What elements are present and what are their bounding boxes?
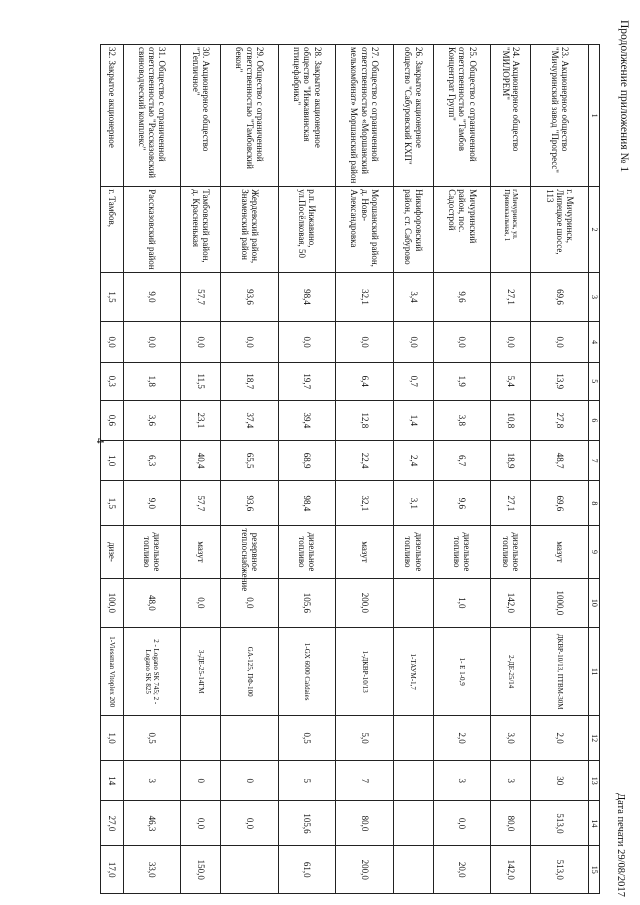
table-cell: 2 - Logano SK 745; 2 - Logano SK 825 bbox=[123, 628, 181, 716]
table-cell: 1-ДКВР-10/13 bbox=[336, 628, 394, 716]
table-cell: 0,0 bbox=[278, 322, 336, 362]
table-cell: 12,8 bbox=[336, 400, 394, 440]
table-cell: 100,0 bbox=[101, 578, 124, 628]
table-row bbox=[278, 45, 336, 894]
table-cell: г. Мичуринск, Липецкое шоссе, 113 bbox=[531, 187, 589, 272]
table-cell: 18,7 bbox=[221, 362, 279, 400]
table-cell bbox=[181, 716, 221, 761]
table-cell: Мичуринский район, пос. Садострой bbox=[433, 187, 491, 272]
print-date: Дата печати 29/08/2017 bbox=[615, 793, 626, 897]
table-cell: 0,0 bbox=[221, 322, 279, 362]
table-cell: 32,1 bbox=[336, 481, 394, 526]
table-cell: Никифоровский район, ст. Сабурово bbox=[393, 187, 433, 272]
table-cell: 3,6 bbox=[123, 400, 181, 440]
column-number: 7 bbox=[589, 441, 600, 481]
table-cell: 3,1 bbox=[393, 481, 433, 526]
table-cell: 48,0 bbox=[123, 578, 181, 628]
table-cell: 9,0 bbox=[123, 481, 181, 526]
table-cell: 57,7 bbox=[181, 481, 221, 526]
table-cell: г.Мичуринск, ул. Привокзальная, 1 bbox=[491, 187, 531, 272]
table-cell: дизельное топливо bbox=[123, 526, 181, 578]
table-cell: 27,1 bbox=[491, 481, 531, 526]
table-cell: 1,4 bbox=[393, 400, 433, 440]
table-cell: 0,0 bbox=[181, 801, 221, 846]
table-cell: 3,8 bbox=[433, 400, 491, 440]
table-cell bbox=[221, 846, 279, 894]
table-cell: 7 bbox=[336, 761, 394, 801]
table-cell: 6,7 bbox=[433, 441, 491, 481]
table-cell: 25. Общество с ограниченной ответственностью "Тамбов Концентрат Групп" bbox=[433, 45, 491, 187]
table-cell: 32,1 bbox=[336, 272, 394, 322]
table-row bbox=[393, 45, 433, 894]
table-cell: 6,4 bbox=[336, 362, 394, 400]
column-number: 15 bbox=[589, 846, 600, 894]
table-cell: 0 bbox=[181, 761, 221, 801]
table-cell: Моршанский район, д. Ново-Александровка bbox=[336, 187, 394, 272]
table-cell: р.п. Инжавино, ул.Посёлковая, 50 bbox=[278, 187, 336, 272]
table-cell: 28. Закрытое акционерное общество "Инжавинская птицефабрика" bbox=[278, 45, 336, 187]
table-cell: 2-ДЕ-25/14 bbox=[491, 628, 531, 716]
table-cell: 14 bbox=[101, 761, 124, 801]
table-cell: 13,9 bbox=[531, 362, 589, 400]
table-cell: 0 bbox=[221, 761, 279, 801]
table-row bbox=[123, 45, 181, 894]
column-number: 4 bbox=[589, 322, 600, 362]
table-cell: 513,0 bbox=[531, 801, 589, 846]
table-cell: 19,7 bbox=[278, 362, 336, 400]
table-cell: 150,0 bbox=[181, 846, 221, 894]
table-cell: 80,0 bbox=[336, 801, 394, 846]
table-cell: 2,4 bbox=[393, 441, 433, 481]
column-number: 5 bbox=[589, 362, 600, 400]
table-cell: 2,0 bbox=[433, 716, 491, 761]
table-cell bbox=[393, 716, 433, 761]
table-cell: 39,4 bbox=[278, 400, 336, 440]
table-cell: 1-ТАУМ-1,7 bbox=[393, 628, 433, 716]
table-cell: 0,0 bbox=[181, 578, 221, 628]
table-cell: дизельное топливо bbox=[491, 526, 531, 578]
table-cell: 0,6 bbox=[101, 400, 124, 440]
column-number: 2 bbox=[589, 187, 600, 272]
table-cell: 0,0 bbox=[221, 801, 279, 846]
table-cell: 68,9 bbox=[278, 441, 336, 481]
table-cell: Рассказовский район bbox=[123, 187, 181, 272]
table-cell: 1,9 bbox=[433, 362, 491, 400]
table-cell: г. Тамбов, bbox=[101, 187, 124, 272]
table-cell: GA-125, ПФ-100 bbox=[221, 628, 279, 716]
table-cell: резервное теплоснабжение bbox=[221, 526, 279, 578]
table-cell: 18,9 bbox=[491, 441, 531, 481]
table-cell: 5 bbox=[278, 761, 336, 801]
table-cell: 142,0 bbox=[491, 578, 531, 628]
table-cell: 23,1 bbox=[181, 400, 221, 440]
table-cell: 69,6 bbox=[531, 481, 589, 526]
table-cell: 0,0 bbox=[336, 322, 394, 362]
table-cell: 1- Е 1-0,9 bbox=[433, 628, 491, 716]
table-cell: 200,0 bbox=[336, 846, 394, 894]
table-cell: 23. Акционерное общество "Мичуринский завод "Прогресс" bbox=[531, 45, 589, 187]
table-cell: мазут bbox=[336, 526, 394, 578]
table-cell: 69,6 bbox=[531, 272, 589, 322]
table-cell: 57,7 bbox=[181, 272, 221, 322]
table-row bbox=[101, 45, 124, 894]
table-cell: 0,3 bbox=[101, 362, 124, 400]
column-number: 14 bbox=[589, 801, 600, 846]
table-row bbox=[181, 45, 221, 894]
table-cell: дизельное топливо bbox=[393, 526, 433, 578]
table-cell: 65,5 bbox=[221, 441, 279, 481]
table-cell: 2,0 bbox=[531, 716, 589, 761]
column-number: 12 bbox=[589, 716, 600, 761]
table-cell: 0,7 bbox=[393, 362, 433, 400]
table-cell: 26. Закрытое акционерное общество "Сабуровский КХП" bbox=[393, 45, 433, 187]
table-cell: 30 bbox=[531, 761, 589, 801]
column-number: 6 bbox=[589, 400, 600, 440]
data-table-container bbox=[100, 44, 600, 894]
table-cell: 27,0 bbox=[101, 801, 124, 846]
data-table bbox=[100, 44, 600, 894]
table-cell: 9,6 bbox=[433, 481, 491, 526]
table-cell: 40,4 bbox=[181, 441, 221, 481]
table-cell: мазут bbox=[181, 526, 221, 578]
table-cell: 1,0 bbox=[101, 716, 124, 761]
table-cell: 1,8 bbox=[123, 362, 181, 400]
table-cell bbox=[393, 578, 433, 628]
table-row bbox=[433, 45, 491, 894]
column-number: 9 bbox=[589, 526, 600, 578]
table-cell: 1,0 bbox=[433, 578, 491, 628]
table-cell: 142,0 bbox=[491, 846, 531, 894]
table-cell: 11,5 bbox=[181, 362, 221, 400]
appendix-title: Продолжение приложения № 1 bbox=[618, 20, 630, 173]
table-cell: 46,3 bbox=[123, 801, 181, 846]
page-number: 4 bbox=[94, 438, 106, 444]
table-row bbox=[336, 45, 394, 894]
table-cell: 33,0 bbox=[123, 846, 181, 894]
table-cell: 6,3 bbox=[123, 441, 181, 481]
table-cell: 61,0 bbox=[278, 846, 336, 894]
table-cell: ДКВР-10/13, ПТВМ-30М bbox=[531, 628, 589, 716]
table-cell: 0,5 bbox=[123, 716, 181, 761]
table-cell: 0,0 bbox=[531, 322, 589, 362]
table-cell: 0,0 bbox=[181, 322, 221, 362]
column-number-row bbox=[589, 45, 600, 894]
table-cell: дизельное топливо bbox=[278, 526, 336, 578]
table-cell: 105,6 bbox=[278, 801, 336, 846]
table-cell: 3 bbox=[123, 761, 181, 801]
table-cell: 0,5 bbox=[278, 716, 336, 761]
table-cell: 1000,0 bbox=[531, 578, 589, 628]
table-row bbox=[221, 45, 279, 894]
table-cell: 3,0 bbox=[491, 716, 531, 761]
table-cell: 48,7 bbox=[531, 441, 589, 481]
table-cell: мазут bbox=[531, 526, 589, 578]
table-cell: 24. Акционерное общество "МИЛОРЕМ" bbox=[491, 45, 531, 187]
table-cell: 93,6 bbox=[221, 481, 279, 526]
table-cell: Жердевский район, Знаменский район bbox=[221, 187, 279, 272]
table-cell: 0,0 bbox=[433, 801, 491, 846]
table-cell: 27,8 bbox=[531, 400, 589, 440]
table-cell: 31. Общество с ограниченной ответственностью "Рассказовский свиноводческий комплекс" bbox=[123, 45, 181, 187]
table-cell: 98,4 bbox=[278, 481, 336, 526]
table-cell: 5,0 bbox=[336, 716, 394, 761]
table-cell: 0,0 bbox=[491, 322, 531, 362]
table-cell: 30. Акционерное общество "Тепличное" bbox=[181, 45, 221, 187]
table-cell bbox=[221, 716, 279, 761]
table-cell: 17,0 bbox=[101, 846, 124, 894]
table-cell: 9,0 bbox=[123, 272, 181, 322]
column-number: 8 bbox=[589, 481, 600, 526]
table-cell: 0,0 bbox=[393, 322, 433, 362]
table-cell: 200,0 bbox=[336, 578, 394, 628]
column-number: 11 bbox=[589, 628, 600, 716]
table-cell: 27. Общество с ограниченной ответственностью «Моршанский мелькомбинат» Моршанский район bbox=[336, 45, 394, 187]
table-cell: 32. Закрытое акционерное bbox=[101, 45, 124, 187]
table-cell: 10,8 bbox=[491, 400, 531, 440]
table-row bbox=[491, 45, 531, 894]
table-cell: 0,0 bbox=[221, 578, 279, 628]
table-cell: 37,4 bbox=[221, 400, 279, 440]
table-cell: 80,0 bbox=[491, 801, 531, 846]
table-cell: 1-Viessman Vitoplex 200 bbox=[101, 628, 124, 716]
column-number: 10 bbox=[589, 578, 600, 628]
column-number: 1 bbox=[589, 45, 600, 187]
table-cell: 1,5 bbox=[101, 481, 124, 526]
table-cell: 0,0 bbox=[123, 322, 181, 362]
table-cell: 5,4 bbox=[491, 362, 531, 400]
column-number: 3 bbox=[589, 272, 600, 322]
table-row bbox=[531, 45, 589, 894]
table-cell: 3 bbox=[491, 761, 531, 801]
table-cell: 0,0 bbox=[433, 322, 491, 362]
table-cell: 1,5 bbox=[101, 272, 124, 322]
table-cell: 98,4 bbox=[278, 272, 336, 322]
table-cell: 3-ДЕ-25-14ГМ bbox=[181, 628, 221, 716]
table-cell: 1-GX 6000 Caldaies bbox=[278, 628, 336, 716]
table-cell: 22,4 bbox=[336, 441, 394, 481]
table-cell: 0,0 bbox=[101, 322, 124, 362]
table-cell: 3 bbox=[433, 761, 491, 801]
table-cell: 93,6 bbox=[221, 272, 279, 322]
table-cell: 3,4 bbox=[393, 272, 433, 322]
table-cell: 1,0 bbox=[101, 441, 124, 481]
table-cell: 20,0 bbox=[433, 846, 491, 894]
table-cell: 9,6 bbox=[433, 272, 491, 322]
table-cell: Тамбовский район, д. Красненькая bbox=[181, 187, 221, 272]
table-cell: 105,6 bbox=[278, 578, 336, 628]
table-cell bbox=[393, 846, 433, 894]
table-cell: 513,0 bbox=[531, 846, 589, 894]
table-cell bbox=[393, 801, 433, 846]
table-cell: 29. Общество с ограниченной ответственностью "Тамбовский бекон" bbox=[221, 45, 279, 187]
table-cell bbox=[393, 761, 433, 801]
table-cell: дизельное топливо bbox=[433, 526, 491, 578]
table-cell: дизе- bbox=[101, 526, 124, 578]
column-number: 13 bbox=[589, 761, 600, 801]
table-cell: 27,1 bbox=[491, 272, 531, 322]
